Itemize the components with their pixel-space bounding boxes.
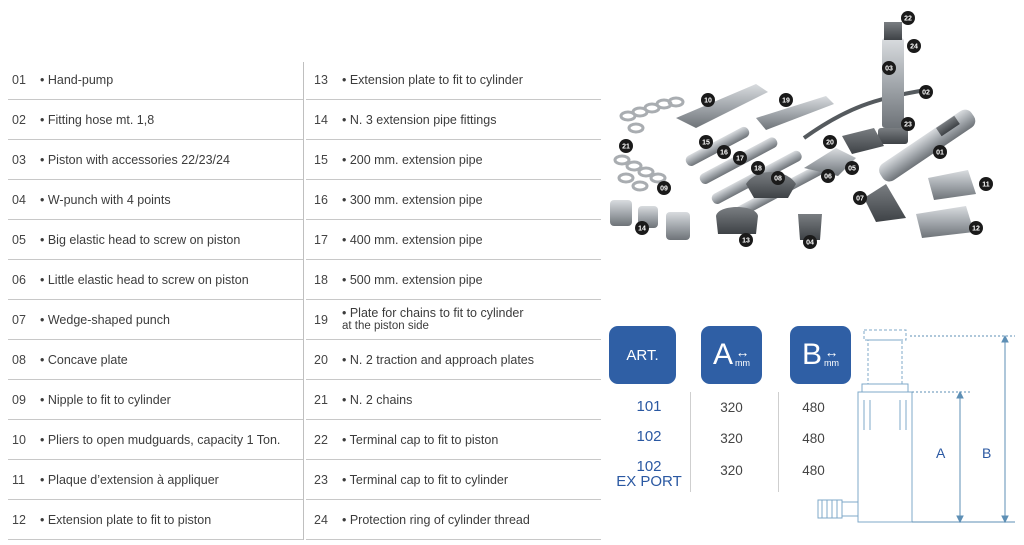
part-number: 14 xyxy=(314,112,328,127)
callout-marker xyxy=(901,11,915,25)
callout-marker xyxy=(919,85,933,99)
part-row xyxy=(306,460,601,500)
part-number: 09 xyxy=(12,392,26,407)
part-number: 16 xyxy=(314,192,328,207)
callout-marker xyxy=(733,151,747,165)
mudguard-pliers-icon xyxy=(676,84,768,128)
part-label: • Wedge-shaped punch xyxy=(40,312,170,327)
callout-number: 05 xyxy=(848,165,856,173)
art-number-line2: EX PORT xyxy=(616,473,682,490)
part-number: 24 xyxy=(314,512,328,527)
art-number: 101 xyxy=(636,398,662,415)
part-number: 12 xyxy=(12,512,26,527)
part-label: • N. 3 extension pipe fittings xyxy=(342,112,497,127)
part-number: 02 xyxy=(12,112,26,127)
callout-marker xyxy=(933,145,947,159)
part-row xyxy=(306,340,601,380)
part-label: • Big elastic head to screw on piston xyxy=(40,232,241,247)
spec-divider xyxy=(778,392,779,492)
part-row xyxy=(8,500,303,540)
callout-marker xyxy=(821,169,835,183)
column-divider xyxy=(303,62,304,540)
art-number-line1: 102 xyxy=(636,458,662,475)
part-number: 06 xyxy=(12,272,26,287)
part-label: • Terminal cap to fit to piston xyxy=(342,432,499,447)
part-label: • Fitting hose mt. 1,8 xyxy=(40,112,155,127)
part-row xyxy=(8,300,303,340)
callout-marker xyxy=(979,177,993,191)
part-row xyxy=(306,420,601,460)
callout-marker xyxy=(771,171,785,185)
callout-number: 20 xyxy=(826,139,834,147)
callout-number: 19 xyxy=(782,97,790,105)
part-label: • W-punch with 4 points xyxy=(40,192,171,207)
part-label: • Little elastic head to screw on piston xyxy=(40,272,249,287)
callout-marker xyxy=(701,93,715,107)
callout-number: 15 xyxy=(702,139,710,147)
a-dimension-header xyxy=(701,326,762,384)
callout-marker xyxy=(901,117,915,131)
art-number: 102 xyxy=(636,428,662,445)
part-number: 22 xyxy=(314,432,328,447)
part-label: • 400 mm. extension pipe xyxy=(342,232,483,247)
part-label: • Terminal cap to fit to cylinder xyxy=(342,472,509,487)
part-number: 20 xyxy=(314,352,328,367)
b-value: 480 xyxy=(802,400,825,415)
a-value: 320 xyxy=(720,400,743,415)
callout-marker xyxy=(635,221,649,235)
wedge-punch-icon xyxy=(864,184,906,222)
callout-number: 10 xyxy=(704,97,712,105)
callout-number: 23 xyxy=(904,121,912,129)
callout-number: 07 xyxy=(856,195,864,203)
part-label: • Extension plate to fit to cylinder xyxy=(342,72,523,87)
product-kit-illustration xyxy=(606,8,1016,256)
callout-number: 04 xyxy=(806,239,814,247)
a-value: 320 xyxy=(720,463,743,478)
callout-number: 16 xyxy=(720,149,728,157)
b-value: 480 xyxy=(802,431,825,446)
part-label: • 300 mm. extension pipe xyxy=(342,192,483,207)
part-row xyxy=(306,300,601,340)
part-row xyxy=(8,140,303,180)
part-row xyxy=(306,260,601,300)
concave-plate-icon xyxy=(842,128,884,154)
callout-marker xyxy=(907,39,921,53)
part-number: 08 xyxy=(12,352,26,367)
extension-plate-icon xyxy=(916,170,976,238)
callout-number: 09 xyxy=(660,185,668,193)
callout-marker xyxy=(751,161,765,175)
part-label: • N. 2 chains xyxy=(342,392,413,407)
callout-number: 24 xyxy=(910,43,918,51)
part-label: • Piston with accessories 22/23/24 xyxy=(40,152,230,167)
part-label-line1: • Plate for chains to fit to cylinder xyxy=(342,305,524,320)
part-row xyxy=(8,420,303,460)
part-row xyxy=(8,460,303,500)
callout-number: 17 xyxy=(736,155,744,163)
part-row xyxy=(306,60,601,100)
callout-marker xyxy=(699,135,713,149)
callout-marker xyxy=(882,61,896,75)
callout-marker xyxy=(657,181,671,195)
callout-marker xyxy=(845,161,859,175)
part-number: 19 xyxy=(314,312,328,327)
callout-marker xyxy=(779,93,793,107)
callout-marker xyxy=(739,233,753,247)
part-label-line2: at the piston side xyxy=(342,319,429,332)
part-number: 18 xyxy=(314,272,328,287)
callout-marker xyxy=(803,235,817,249)
dimension-lines xyxy=(910,336,1015,522)
part-row xyxy=(306,100,601,140)
part-label: • Extension plate to fit to piston xyxy=(40,512,212,527)
dimension-b-label: B xyxy=(982,445,992,461)
art-column-header: ART. xyxy=(609,326,676,384)
part-row xyxy=(306,500,601,540)
part-label: • Pliers to open mudguards, capacity 1 Ton. xyxy=(40,432,281,447)
callout-number: 06 xyxy=(824,173,832,181)
cylinder-outline xyxy=(818,330,912,522)
callout-number: 18 xyxy=(754,165,762,173)
part-number: 21 xyxy=(314,392,328,407)
part-number: 17 xyxy=(314,232,328,247)
callout-number: 13 xyxy=(742,237,750,245)
callout-number: 01 xyxy=(936,149,944,157)
part-number: 05 xyxy=(12,232,26,247)
double-arrow-icon: ↔ xyxy=(824,344,839,360)
part-label: • Concave plate xyxy=(40,352,128,367)
cylinder-dimension-drawing xyxy=(800,326,1020,526)
part-number: 03 xyxy=(12,152,26,167)
callout-number: 08 xyxy=(774,175,782,183)
part-number: 07 xyxy=(12,312,26,327)
double-arrow-icon: ↔ xyxy=(735,344,750,360)
part-number: 11 xyxy=(12,472,25,487)
part-row xyxy=(306,220,601,260)
part-label: • 500 mm. extension pipe xyxy=(342,272,483,287)
part-row xyxy=(306,140,601,180)
part-number: 15 xyxy=(314,152,328,167)
part-row xyxy=(8,340,303,380)
part-row xyxy=(8,100,303,140)
callout-number: 02 xyxy=(922,89,930,97)
part-label: • N. 2 traction and approach plates xyxy=(342,352,534,367)
part-row xyxy=(8,180,303,220)
callout-marker xyxy=(969,221,983,235)
part-label: • Hand-pump xyxy=(40,72,114,87)
pipe-fitting-icon xyxy=(610,200,690,240)
dimension-a-label: A xyxy=(936,445,946,461)
part-label: • Plaque d’extension à appliquer xyxy=(40,472,219,487)
part-number: 04 xyxy=(12,192,26,207)
part-row xyxy=(306,180,601,220)
callout-number: 03 xyxy=(885,65,893,73)
callout-marker xyxy=(853,191,867,205)
part-row xyxy=(306,380,601,420)
part-row xyxy=(8,60,303,100)
callout-marker xyxy=(619,139,633,153)
spec-divider xyxy=(690,392,691,492)
unit-label: mm xyxy=(735,358,750,368)
a-label: A xyxy=(712,338,733,371)
callout-marker xyxy=(823,135,837,149)
part-label: • Protection ring of cylinder thread xyxy=(342,512,530,527)
b-value: 480 xyxy=(802,463,825,478)
b-label: B xyxy=(801,338,822,371)
callout-number: 21 xyxy=(622,143,630,151)
a-value: 320 xyxy=(720,431,743,446)
part-row xyxy=(8,220,303,260)
part-number: 10 xyxy=(12,432,26,447)
extension-plate-cylinder-icon xyxy=(716,207,758,234)
callout-number: 12 xyxy=(972,225,980,233)
callout-number: 11 xyxy=(982,181,990,189)
callout-number: 14 xyxy=(638,225,646,233)
callout-number: 22 xyxy=(904,15,912,23)
part-number: 13 xyxy=(314,72,328,87)
part-label xyxy=(342,307,601,333)
part-row xyxy=(8,380,303,420)
part-row xyxy=(8,260,303,300)
part-label: • 200 mm. extension pipe xyxy=(342,152,483,167)
part-number: 01 xyxy=(12,72,26,87)
part-number: 23 xyxy=(314,472,328,487)
art-number xyxy=(609,459,689,489)
parts-list xyxy=(8,60,601,542)
callout-marker xyxy=(717,145,731,159)
unit-label: mm xyxy=(824,358,839,368)
part-label: • Nipple to fit to cylinder xyxy=(40,392,171,407)
